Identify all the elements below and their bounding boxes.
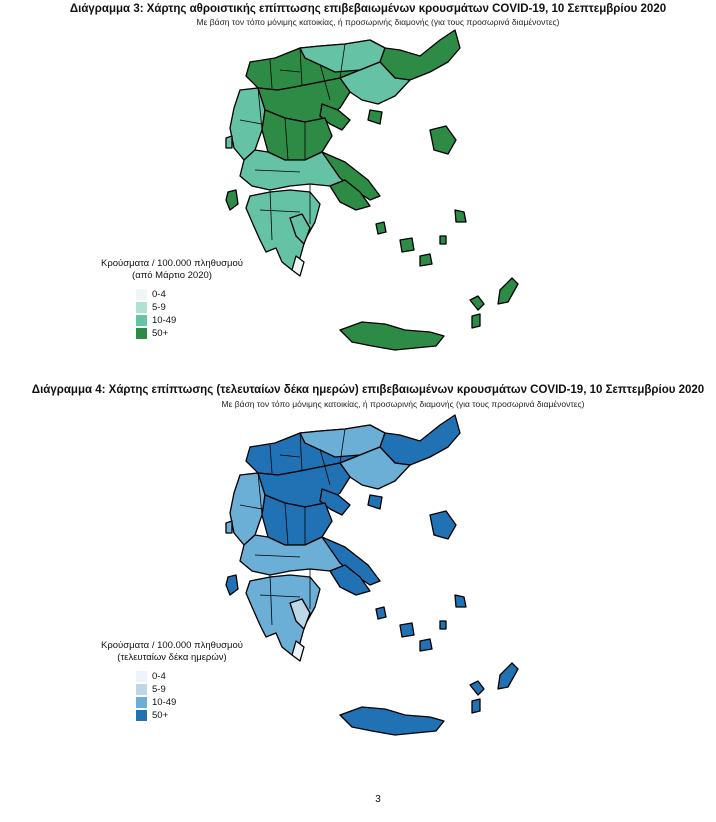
legend-swatch: [136, 671, 147, 682]
diagram4-legend-title-line2: (τελευταίων δέκα ημερών): [117, 652, 227, 663]
diagram4-legend: [82, 640, 262, 722]
legend-label: 50+: [152, 710, 169, 721]
diagram4-subtitle: Με βάση τον τόπο μόνιμης κατοικίας, ή προσωρινής διαμονής (για τους προσωρινά διαμένοντες): [221, 399, 585, 409]
region-epirus: [230, 473, 265, 545]
legend-swatch: [136, 710, 147, 721]
legend-label: 5-9: [152, 684, 166, 695]
region-cyclades-1: [400, 623, 414, 637]
region-kos: [470, 681, 484, 695]
region-lefkada: [226, 521, 232, 533]
legend-label: 50+: [152, 328, 169, 339]
diagram3-subtitle: Με βάση τον τόπο μόνιμης κατοικίας, ή προσωρινής διαμονής (για τους προσωρινά διαμένοντες): [196, 17, 560, 27]
region-lesvos: [430, 511, 456, 539]
region-chios: [455, 595, 466, 607]
legend-swatch: [136, 684, 147, 695]
region-lemnos: [368, 495, 382, 509]
page-number: 3: [375, 794, 381, 805]
region-rhodes: [498, 663, 518, 689]
diagram4-title: Διάγραμμα 4: Χάρτης επίπτωσης (τελευταίων δέκα ημερών) επιβεβαιωμένων κρουσμάτων COVID-19, 10 Σεπτεμβρίου 2020: [31, 384, 705, 396]
region-karpathos: [472, 699, 480, 713]
region-cyclades-3: [440, 621, 446, 629]
region-thrace: [380, 415, 460, 465]
legend-label: 10-49: [152, 697, 177, 708]
diagram4-legend-item: [136, 683, 262, 696]
legend-label: 5-9: [152, 302, 166, 313]
legend-swatch: [136, 697, 147, 708]
diagram4-legend-item: [136, 709, 262, 722]
region-kythnos: [376, 607, 386, 619]
legend-label: 0-4: [152, 289, 166, 300]
diagram3-title: Διάγραμμα 3: Χάρτης αθροιστικής επίπτωσης επιβεβαιωμένων κρουσμάτων COVID-19, 10 Σεπτεμβρίου 2020: [69, 3, 667, 15]
legend-label: 0-4: [152, 671, 166, 682]
diagram4-legend-title-line1: Κρούσματα / 100.000 πληθυσμού: [101, 640, 243, 651]
diagram4-legend-item: [136, 670, 262, 683]
region-crete: [340, 707, 444, 735]
diagram4-legend-title: [82, 640, 262, 664]
legend-label: 10-49: [152, 315, 177, 326]
diagram4-legend-item: [136, 696, 262, 709]
region-cyclades-2: [420, 639, 432, 651]
diagram3-legend-title-line2: (από Μάρτιο 2020): [132, 270, 212, 281]
diagram3-legend-title-line1: Κρούσματα / 100.000 πληθυσμού: [101, 258, 243, 269]
region-kefalonia: [226, 575, 238, 595]
